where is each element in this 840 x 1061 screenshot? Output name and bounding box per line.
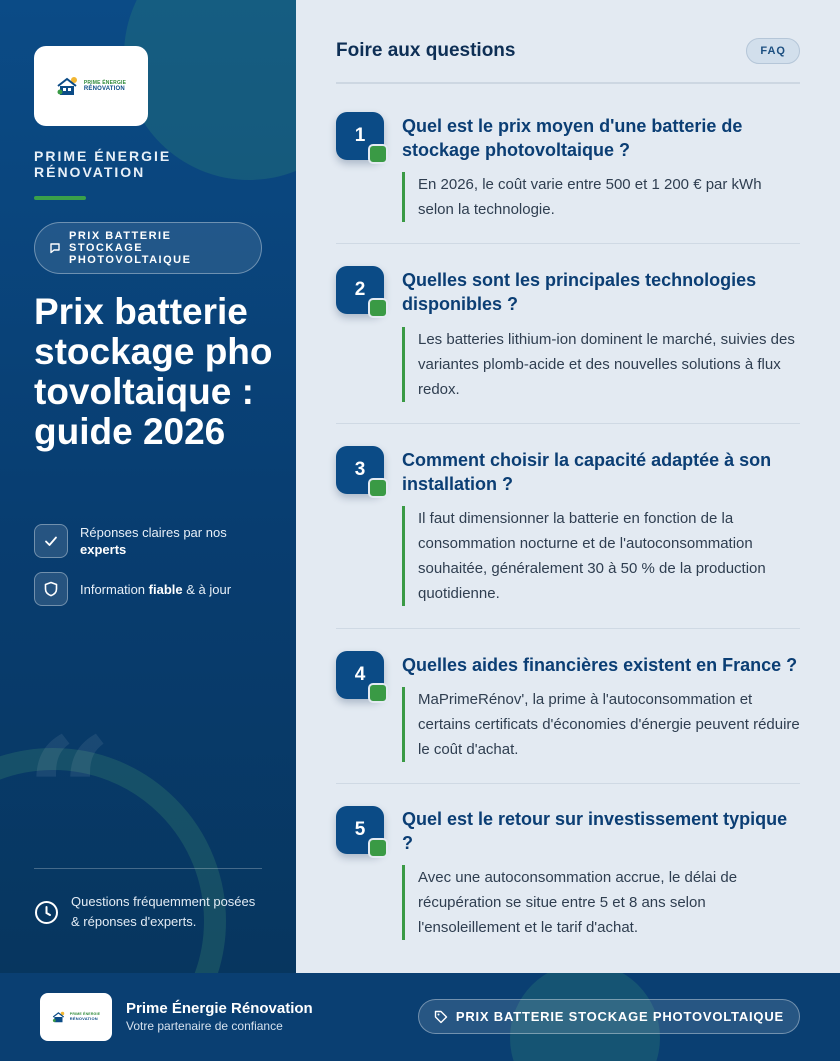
- feature-reliable-text: Information fiable & à jour: [80, 581, 232, 597]
- house-logo-icon: [56, 76, 80, 96]
- faq-header: [336, 38, 800, 84]
- check-icon: [34, 524, 68, 558]
- green-dot-icon: [368, 478, 388, 498]
- footer-tag-pill: [418, 999, 800, 1034]
- logo-text-line1: PRIME ÉNERGIE: [83, 79, 127, 86]
- faq-answer-text: Les batteries lithium-ion dominent le marché, suivies des variantes plomb-acide et des nouvelles solutions à flux redox.: [418, 331, 795, 398]
- faq-answer: [402, 506, 800, 606]
- page-title: Prix batterie stockage photovoltaique : guide 2026: [34, 291, 273, 452]
- sidebar-note-text: Questions fréquemment posées & réponses d'experts.: [71, 894, 256, 929]
- faq-item: [336, 266, 800, 424]
- question-number-badge: 1: [336, 112, 384, 160]
- faq-question: Quel est le retour sur investissement typique ?: [402, 809, 788, 853]
- faq-question: Quelles aides financières existent en France ?: [402, 655, 798, 675]
- faq-separator: [336, 423, 800, 424]
- shield-icon: [34, 572, 68, 606]
- faq-answer-text: Avec une autoconsommation accrue, le délai de récupération se situe entre 5 et 8 ans selon l'ensoleillement et le tarif d'achat.: [418, 869, 738, 936]
- brand-underline: [34, 196, 86, 200]
- footer-logo-text-line1: PRIME ÉNERGIE: [69, 1012, 101, 1017]
- tag-icon: [434, 1010, 448, 1024]
- faq-item: [336, 446, 800, 629]
- logo-text-line2: RÉNOVATION: [83, 85, 125, 92]
- feature-experts: [34, 524, 250, 558]
- faq-separator: [336, 243, 800, 244]
- faq-title: Foire aux questions: [336, 40, 516, 61]
- question-number-badge: 2: [336, 266, 384, 314]
- faq-answer-text: Il faut dimensionner la batterie en fonction de la consommation nocturne et de l'autoconsommation souhaitée, généralement 30 à 50 % de la production quotidienne.: [418, 510, 766, 602]
- faq-answer-text: MaPrimeRénov', la prime à l'autoconsommation et certains certificats d'économies d'énergie peuvent réduire le coût d'achat.: [418, 691, 800, 758]
- footer-tagline: Votre partenaire de confiance: [126, 1019, 283, 1033]
- faq-item: [336, 651, 800, 784]
- faq-item: [336, 112, 800, 244]
- faq-answer: [402, 327, 800, 402]
- faq-answer: [402, 687, 800, 762]
- faq-separator: [336, 628, 800, 629]
- sidebar: [0, 0, 296, 973]
- feature-experts-text: Réponses claires par nos experts: [80, 525, 227, 557]
- footer-logo: [40, 993, 112, 1041]
- green-dot-icon: [368, 683, 388, 703]
- faq-question: Comment choisir la capacité adaptée à son installation ?: [402, 450, 772, 494]
- sidebar-note: [34, 892, 266, 932]
- brand-logo: [34, 46, 148, 126]
- footer-logo-text-line2: RÉNOVATION: [69, 1015, 98, 1021]
- faq-panel: [296, 0, 840, 973]
- topic-pill: [34, 222, 262, 274]
- house-logo-icon: [52, 1011, 66, 1023]
- faq-answer: [402, 865, 800, 940]
- chat-icon: [49, 242, 61, 254]
- question-number-badge: 4: [336, 651, 384, 699]
- footer: [0, 973, 840, 1061]
- question-number-badge: 5: [336, 806, 384, 854]
- faq-question: Quelles sont les principales technologies disponibles ?: [402, 270, 757, 314]
- clock-icon: [34, 900, 59, 925]
- faq-badge: FAQ: [746, 38, 800, 64]
- green-dot-icon: [368, 144, 388, 164]
- feature-reliable: [34, 572, 250, 606]
- sidebar-divider: [34, 868, 262, 869]
- faq-answer-text: En 2026, le coût varie entre 500 et 1 200 € par kWh selon la technologie.: [418, 176, 762, 218]
- brand-name: PRIME ÉNERGIE RÉNOVATION: [34, 148, 172, 180]
- footer-brand-name: Prime Énergie Rénovation: [126, 1000, 313, 1017]
- faq-item: [336, 806, 800, 946]
- topic-pill-label: PRIX BATTERIE STOCKAGE PHOTOVOLTAIQUE: [69, 230, 192, 266]
- faq-question: Quel est le prix moyen d'une batterie de stockage photovoltaique ?: [402, 116, 743, 160]
- footer-tag-label: PRIX BATTERIE STOCKAGE PHOTOVOLTAIQUE: [455, 1009, 784, 1024]
- green-dot-icon: [368, 298, 388, 318]
- faq-separator: [336, 783, 800, 784]
- quote-mark-icon: “: [26, 705, 113, 881]
- green-dot-icon: [368, 838, 388, 858]
- question-number-badge: 3: [336, 446, 384, 494]
- faq-answer: [402, 172, 800, 222]
